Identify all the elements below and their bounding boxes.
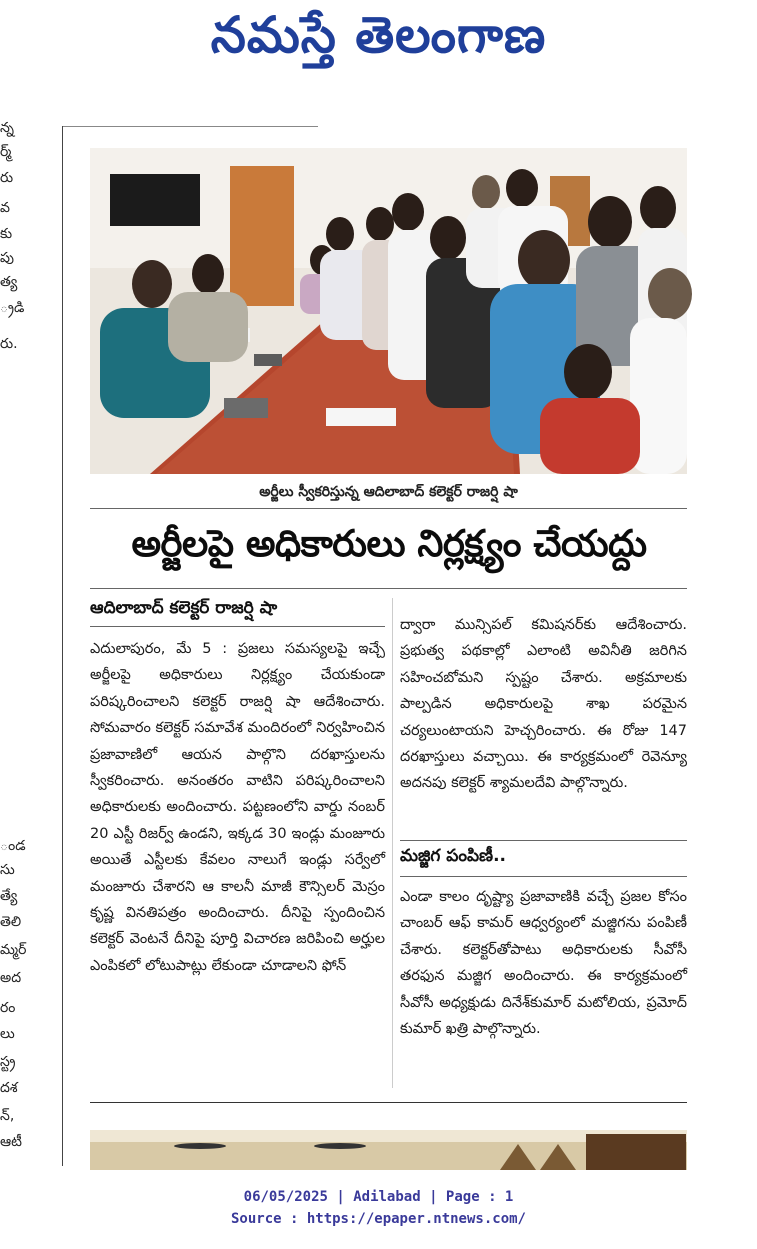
caption-divider <box>90 508 687 509</box>
collector-meeting-photo-illustration <box>90 148 687 474</box>
newspaper-title: నమస్తే తెలంగాణ <box>210 6 547 64</box>
article-subheading: మజ్జిగ పంపిణీ.. <box>400 846 506 866</box>
column-gutter <box>392 598 393 1088</box>
adjacent-column-fragment: స్ట్ర <box>0 1054 16 1070</box>
article-end-rule <box>90 1102 687 1103</box>
adjacent-column-fragment: న్న <box>0 120 14 136</box>
next-article-photo <box>90 1130 687 1170</box>
adjacent-column-fragment: ండ <box>0 838 26 854</box>
source-link[interactable]: Source : https://epaper.ntnews.com/ <box>230 1211 526 1227</box>
adjacent-column-fragment: త్య <box>0 274 18 290</box>
byline-divider <box>90 626 385 627</box>
adjacent-column-fragment: సు <box>0 862 15 878</box>
article-headline: అర్జీలపై అధికారులు నిర్లక్ష్యం చేయద్దు <box>131 522 647 565</box>
column-divider-top <box>62 126 318 127</box>
adjacent-column-fragment: తెలి <box>0 914 22 930</box>
article-body-left-text: ఎదులాపురం, మే 5 : ప్రజలు సమస్యలపై ఇచ్చే అర్జీలపై అధికారులు నిర్లక్ష్యం చేయకుండా పరిష్కరించాలని కలెక్టర్ రాజర్షి షా ఆదేశించారు. సోమవారం కలెక్టర్ సమావేశ మందిరంలో నిర్వహించిన ప్రజావాణిలో ఆయన పాల్గొని దరఖాస్తులను స్వీకరించారు. అనంతరం వాటిని పరిష్కరించాలని అధికారులకు అందించారు. పట్టణంలోని వార్డు నంబర్ 20 ఎస్టీ రిజర్వ్ ఉండని, ఇక్కడ 30 ఇండ్లు మంజూరు అయితే ఎస్టీలకు కేవలం నాలుగే ఇండ్లు సర్వేలో మంజూరు చేశారని ఆ కాలనీ మాజీ కౌన్సిలర్ మెస్రం కృష్ణ వినతిపత్రం అందించారు. దీనిపై స్పందించిన కలెక్టర్ వెంటనే దీనిపై పూర్తి విచారణ జరిపించి అర్హుల ఎంపికలో లోటుపాట్లు లేకుండా చూడాలని ఫోన్ <box>90 641 385 974</box>
adjacent-column-fragment: పు <box>0 250 14 266</box>
adjacent-column-fragment: వ <box>0 200 10 216</box>
article-byline: ఆదిలాబాద్ కలెక్టర్ రాజర్షి షా <box>90 598 278 618</box>
adjacent-column-fragment: కు <box>0 226 13 242</box>
article-body-column-2-continued <box>400 884 687 1042</box>
article-body-column-1 <box>90 636 385 979</box>
adjacent-column-fragment: ్రడి <box>0 300 25 316</box>
adjacent-column-fragment: రు <box>0 170 14 186</box>
article-body-column-2 <box>400 612 687 797</box>
subhead-divider-top <box>400 840 687 841</box>
adjacent-column-fragment: రు. <box>0 336 18 352</box>
adjacent-column-fragment: ర్మ్ <box>0 144 12 160</box>
edition-info: 06/05/2025 | Adilabad | Page : 1 <box>243 1189 514 1205</box>
article-body-right2-text: ఎండా కాలం దృష్ట్యా ప్రజావాణికి వచ్చే ప్రజల కోసం చాంబర్ ఆఫ్ కామర్ ఆధ్వర్యంలో మజ్జిగను పంపిణీ చేశారు. కలెక్టర్‌తోపాటు అధికారులకు సీవోసీ తరఫున మజ్జిగ అందించారు. ఈ కార్యక్రమంలో సీవోసీ అధ్యక్షుడు దినేశ్‌కుమార్ మటోలియ, ప్రమోద్ కుమార్ ఖత్రి పాల్గొన్నారు. <box>400 889 687 1038</box>
hall-photo-illustration <box>90 1130 687 1170</box>
adjacent-column-fragment: దశ <box>0 1080 18 1096</box>
article-body-right-text: ద్వారా మున్సిపల్ కమిషనర్‌కు ఆదేశించారు. ప్రభుత్వ పథకాల్లో ఎలాంటి అవినీతి జరిగిన సహించబోమని స్పష్టం చేశారు. అక్రమాలకు పాల్పడిన అధికారులపై శాఖ పరమైన చర్యలుంటాయని హెచ్చరించారు. ఈ రోజు 147 దరఖాస్తులు వచ్చాయి. ఈ కార్యక్రమంలో రెవెన్యూ అదనపు కలెక్టర్ శ్యామలదేవి పాల్గొన్నారు. <box>400 617 687 792</box>
adjacent-column-fragment: రం <box>0 1000 16 1016</box>
adjacent-column-fragment: అద <box>0 970 22 986</box>
adjacent-column-fragment: లు <box>0 1026 15 1042</box>
headline-divider <box>90 588 687 589</box>
subhead-divider-bottom <box>400 876 687 877</box>
adjacent-column-fragments <box>0 110 27 1170</box>
adjacent-column-fragment: ఆటీ <box>0 1134 22 1150</box>
page-footer <box>0 1186 757 1230</box>
masthead <box>0 0 757 90</box>
adjacent-column-fragment: న్, <box>0 1108 15 1124</box>
adjacent-column-fragment: మ్మర్ <box>0 942 27 958</box>
adjacent-column-fragment: త్యే <box>0 888 18 904</box>
photo-caption: అర్జీలు స్వీకరిస్తున్న ఆదిలాబాద్ కలెక్టర్ రాజర్షి షా <box>259 484 518 500</box>
news-photo <box>90 148 687 474</box>
column-divider-left <box>62 126 63 1166</box>
